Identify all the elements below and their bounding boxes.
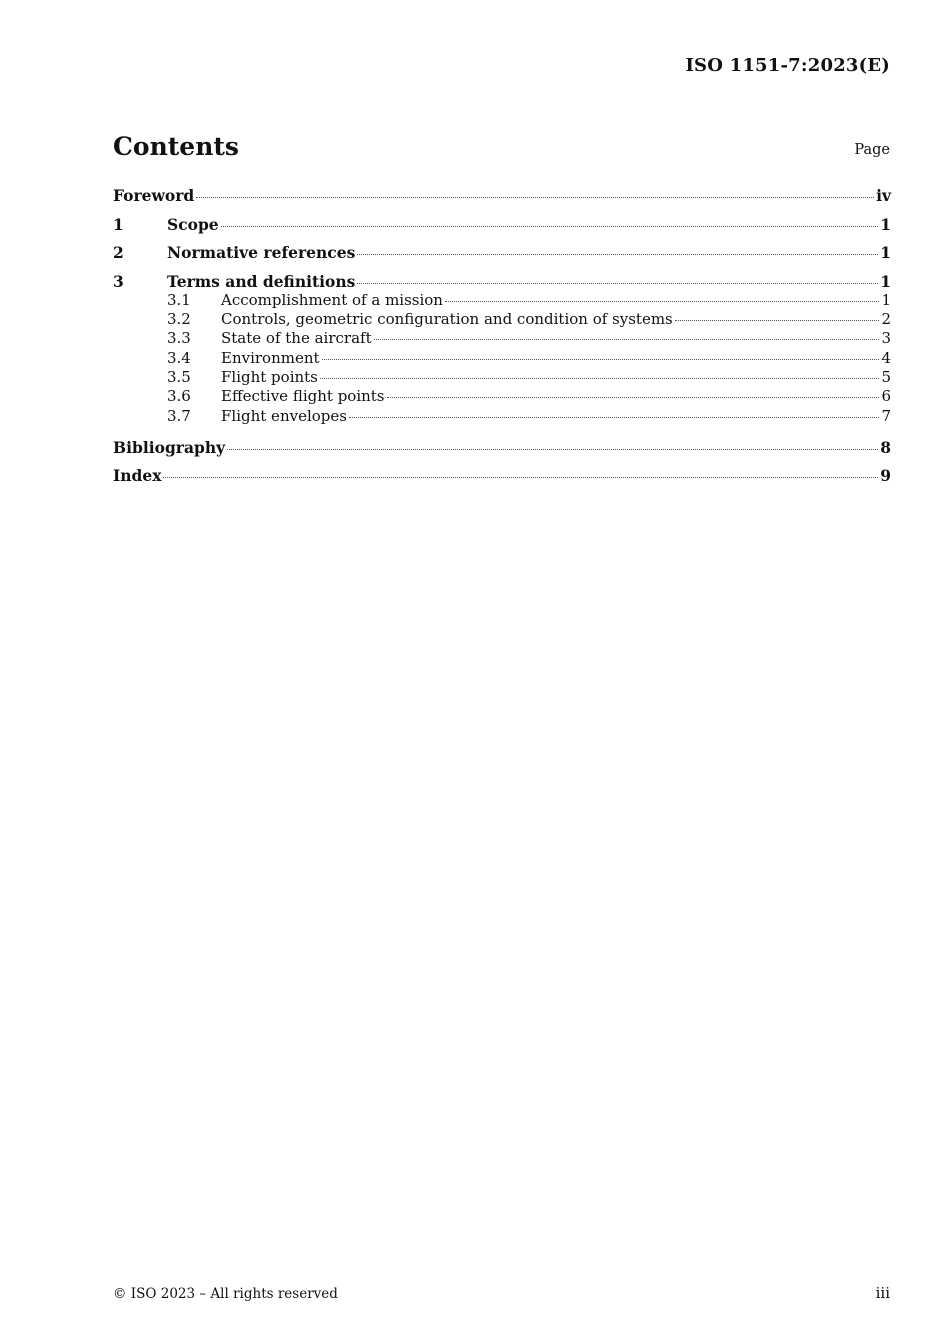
toc-entry-number: 2 xyxy=(113,243,124,262)
table-of-contents xyxy=(113,184,891,493)
toc-entry-page: 1 xyxy=(880,243,891,262)
toc-entry-normative-references[interactable] xyxy=(113,241,891,270)
dot-leader xyxy=(227,449,878,450)
dot-leader xyxy=(163,477,878,478)
toc-entry-page: 7 xyxy=(881,406,891,425)
toc-entry-number: 3 xyxy=(113,271,124,291)
toc-entry-terms-and-definitions[interactable] xyxy=(113,270,891,291)
page-number: iii xyxy=(875,1284,890,1302)
page-column-label: Page xyxy=(854,142,890,158)
dot-leader xyxy=(374,339,880,340)
toc-entry-scope[interactable] xyxy=(113,213,891,242)
toc-subentry-3-3[interactable] xyxy=(113,329,891,348)
toc-entry-title: Environment xyxy=(221,348,320,367)
dot-leader xyxy=(322,359,880,360)
toc-subentry-3-4[interactable] xyxy=(113,349,891,368)
toc-entry-title: State of the aircraft xyxy=(221,329,372,348)
dot-leader xyxy=(357,254,878,255)
dot-leader xyxy=(320,378,880,379)
toc-entry-number: 3.5 xyxy=(167,368,191,387)
toc-entry-title: Bibliography xyxy=(113,437,226,457)
toc-entry-title: Controls, geometric configuration and condition of systems xyxy=(221,309,673,328)
toc-entry-foreword[interactable] xyxy=(113,184,891,213)
toc-entry-number: 3.6 xyxy=(167,387,191,406)
toc-entry-page: 3 xyxy=(881,329,891,348)
toc-subentry-3-7[interactable] xyxy=(113,407,891,436)
dot-leader xyxy=(196,197,874,198)
toc-entry-page: 1 xyxy=(880,271,891,291)
toc-entry-title: Index xyxy=(113,466,162,486)
toc-entry-number: 3.3 xyxy=(167,329,191,348)
toc-entry-page: 5 xyxy=(881,368,891,387)
dot-leader xyxy=(221,226,879,227)
toc-entry-title: Normative references xyxy=(167,243,356,262)
toc-subentry-3-2[interactable] xyxy=(113,310,891,329)
toc-entry-title: Scope xyxy=(167,214,219,234)
toc-entry-page: 4 xyxy=(881,348,891,367)
toc-entry-title: Flight points xyxy=(221,368,318,387)
dot-leader xyxy=(675,320,880,321)
toc-entry-number: 3.2 xyxy=(167,309,191,328)
toc-subentry-3-1[interactable] xyxy=(113,291,891,310)
toc-entry-page: 2 xyxy=(881,309,891,328)
dot-leader xyxy=(357,283,878,284)
dot-leader xyxy=(445,301,879,302)
toc-entry-bibliography[interactable] xyxy=(113,436,891,465)
toc-subentry-3-6[interactable] xyxy=(113,387,891,406)
toc-entry-title: Accomplishment of a mission xyxy=(221,290,443,309)
toc-subentry-3-5[interactable] xyxy=(113,368,891,387)
toc-entry-number: 1 xyxy=(113,214,124,234)
toc-entry-page: 1 xyxy=(881,290,891,309)
toc-entry-number: 3.4 xyxy=(167,348,191,367)
contents-title: Contents xyxy=(113,132,240,161)
toc-entry-index[interactable] xyxy=(113,464,891,493)
toc-entry-page: 6 xyxy=(881,387,891,406)
toc-entry-title: Effective flight points xyxy=(221,387,385,406)
toc-entry-page: 9 xyxy=(880,466,891,486)
toc-entry-page: 1 xyxy=(880,214,891,234)
toc-entry-title: Terms and definitions xyxy=(167,271,356,291)
toc-entry-page: 8 xyxy=(880,437,891,457)
toc-entry-title: Flight envelopes xyxy=(221,406,347,425)
document-id: ISO 1151-7:2023(E) xyxy=(685,55,890,76)
toc-entry-page: iv xyxy=(876,186,891,205)
toc-entry-number: 3.1 xyxy=(167,290,191,309)
toc-entry-number: 3.7 xyxy=(167,406,191,425)
toc-entry-title: Foreword xyxy=(113,186,195,205)
copyright-notice: © ISO 2023 – All rights reserved xyxy=(113,1286,338,1302)
dot-leader xyxy=(349,417,879,418)
dot-leader xyxy=(387,397,880,398)
